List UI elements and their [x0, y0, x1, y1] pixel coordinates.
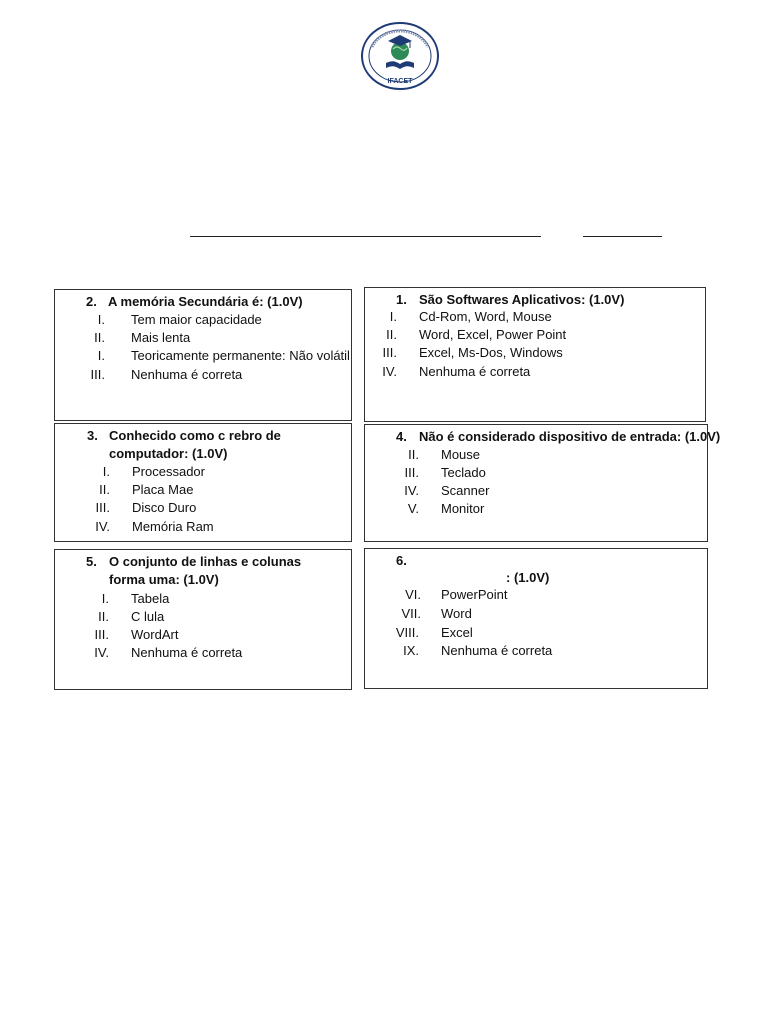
option-numeral: I.	[97, 312, 105, 327]
option-numeral: III.	[95, 500, 110, 515]
option-text: Excel, Ms-Dos, Windows	[419, 345, 563, 360]
question-title: A memória Secundária é: (1.0V)	[108, 294, 303, 309]
option-numeral: I.	[102, 464, 110, 479]
institution-logo	[360, 21, 440, 91]
question-box-2	[54, 289, 352, 421]
option-numeral: II.	[94, 330, 105, 345]
option-numeral: V.	[407, 501, 419, 516]
question-box-3	[54, 423, 352, 542]
question-number: 1.	[396, 292, 407, 307]
question-title: Não é considerado dispositivo de entrada: (1.0V)	[419, 429, 721, 444]
option-numeral: II.	[408, 447, 419, 462]
question-number: 6.	[396, 553, 407, 568]
question-box-5	[54, 549, 352, 690]
option-text: Tem maior capacidade	[131, 312, 262, 327]
option-numeral: III.	[94, 627, 109, 642]
question-number: 2.	[86, 294, 97, 309]
date-line[interactable]	[583, 236, 662, 237]
option-numeral: III.	[90, 367, 105, 382]
option-text: Processador	[132, 464, 205, 479]
option-text: Mais lenta	[131, 330, 191, 345]
question-title: O conjunto de linhas e colunas	[109, 554, 302, 569]
option-text: Nenhuma é correta	[419, 364, 531, 379]
question-number: 4.	[396, 429, 407, 444]
option-text: Word	[441, 606, 472, 621]
option-text: Nenhuma é correta	[441, 643, 553, 658]
option-text: Placa Mae	[132, 482, 194, 497]
option-text: Monitor	[441, 501, 485, 516]
option-numeral: III.	[404, 465, 419, 480]
option-numeral: II.	[98, 609, 109, 624]
option-text: Teclado	[441, 465, 486, 480]
name-line[interactable]	[190, 236, 541, 237]
option-numeral: III.	[382, 345, 397, 360]
option-text: Nenhuma é correta	[131, 367, 243, 382]
option-numeral: VI.	[405, 587, 421, 602]
question-box-6	[364, 548, 708, 689]
option-text: Memória Ram	[132, 519, 214, 534]
option-text: Scanner	[441, 483, 490, 498]
option-text: PowerPoint	[441, 587, 508, 602]
question-title: Conhecido como c rebro de	[109, 428, 281, 443]
option-numeral: II.	[386, 327, 397, 342]
option-text: Excel	[441, 625, 473, 640]
option-numeral: IV.	[95, 519, 110, 534]
option-text: WordArt	[131, 627, 179, 642]
option-numeral: I.	[389, 309, 397, 324]
option-text: Cd-Rom, Word, Mouse	[419, 309, 552, 324]
question-box-1	[364, 287, 706, 422]
option-numeral: VII.	[401, 606, 421, 621]
question-box-4	[364, 424, 721, 542]
option-text: C lula	[131, 609, 165, 624]
option-numeral: IX.	[403, 643, 419, 658]
option-numeral: IV.	[382, 364, 397, 379]
logo-wordmark: IFACET	[387, 78, 413, 85]
question-number: 5.	[86, 554, 97, 569]
question-title-continued: : (1.0V)	[506, 570, 550, 585]
question-number: 3.	[87, 428, 98, 443]
option-text: Disco Duro	[132, 500, 197, 515]
option-numeral: II.	[99, 482, 110, 497]
option-numeral: VIII.	[395, 625, 419, 640]
option-text: Word, Excel, Power Point	[419, 327, 567, 342]
option-text: Mouse	[441, 447, 481, 462]
option-numeral: IV.	[94, 645, 109, 660]
option-text: Nenhuma é correta	[131, 645, 243, 660]
option-numeral: I.	[97, 348, 105, 363]
option-text: Tabela	[131, 591, 170, 606]
question-title-continued: forma uma: (1.0V)	[109, 572, 219, 587]
question-title-continued: computador: (1.0V)	[109, 446, 228, 461]
option-text: Teoricamente permanente: Não volátil	[131, 348, 350, 363]
question-title: São Softwares Aplicativos: (1.0V)	[419, 292, 625, 307]
option-numeral: IV.	[404, 483, 419, 498]
option-numeral: I.	[101, 591, 109, 606]
